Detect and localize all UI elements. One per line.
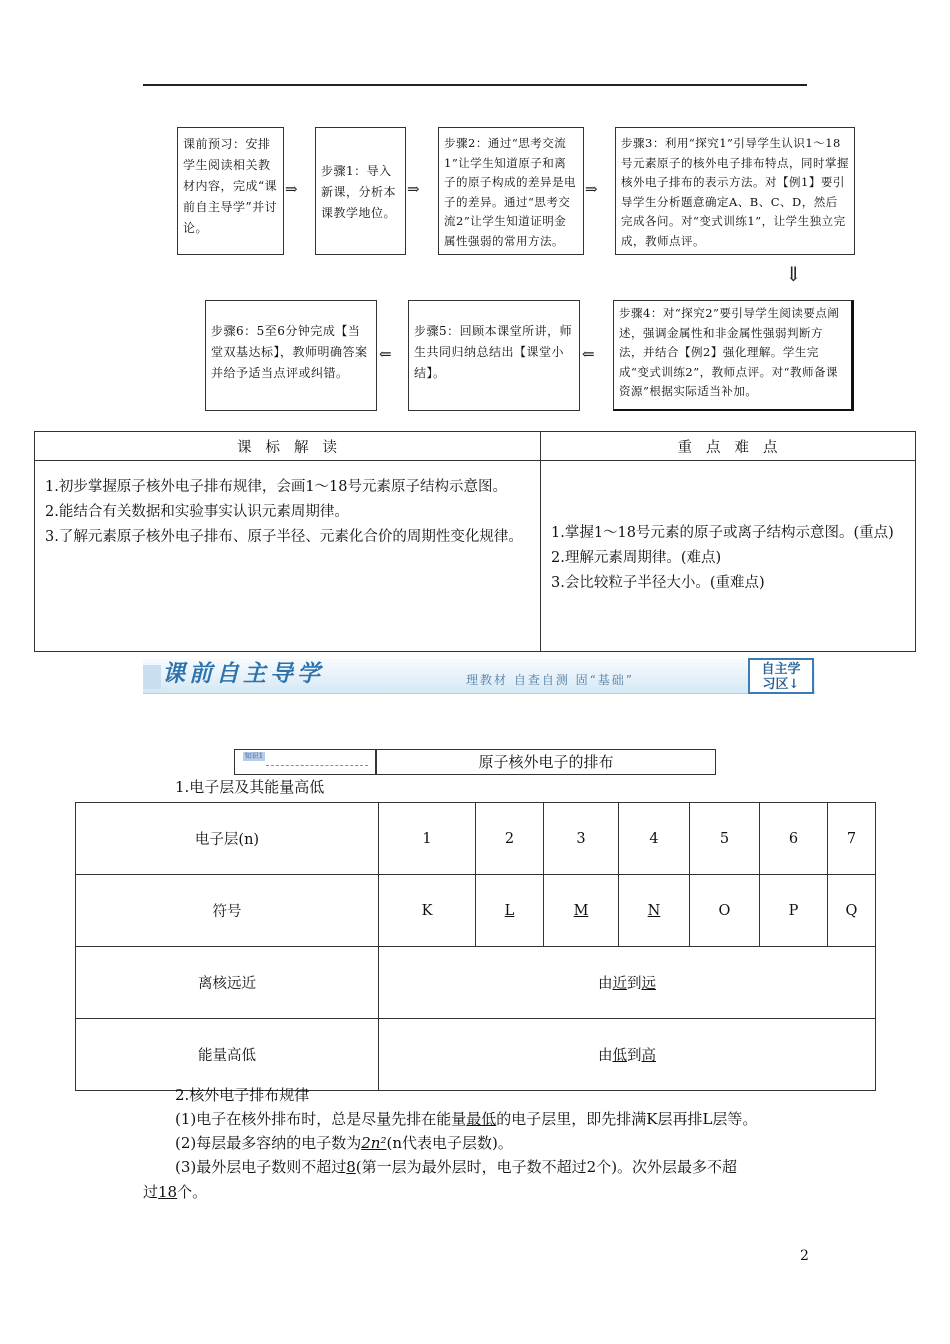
banner-decoration (143, 665, 161, 689)
flow-box-step1: 步骤1：导入新课，分析本课教学地位。 (315, 127, 406, 255)
rule-3 (175, 1155, 737, 1179)
shell-symbol: N (619, 875, 690, 947)
knowledge-tag: 知识1 (244, 752, 264, 760)
answer-2n2: 2n² (361, 1134, 387, 1152)
banner-badge (748, 658, 814, 694)
objectives-header-right: 重点难点 (541, 432, 916, 461)
rule-2 (175, 1131, 513, 1155)
flow-box-step5: 步骤5：回顾本课堂所讲，师生共同归纳总结出【课堂小结】。 (408, 300, 580, 411)
banner-badge-line1: 自主学 (761, 662, 801, 677)
section-title: 原子核外电子的排布 (376, 749, 716, 775)
shell-number: 1 (379, 803, 476, 875)
flow-arrow-left-2: ⇐ (582, 345, 592, 363)
text-segment: 由 (598, 1048, 613, 1064)
answer-far: 远 (641, 976, 656, 992)
text-segment: 的电子层里，即先排满K层再排L层等。 (496, 1110, 758, 1128)
text-segment: (3)最外层电子数则不超过 (175, 1158, 347, 1176)
flow-box-step3: 步骤3：利用“探究1”引导学生认识1～18号元素原子的核外电子排布特点，同时掌握核外电子排布的表示方法。对【例1】要引导学生分析题意确定A、B、C、D，然后完成各问。对“变式训练1”，让学生独立完成，教师点评。 (615, 127, 855, 255)
text-segment: (1)电子在核外排布时，总是尽量先排在能量 (175, 1110, 467, 1128)
text-segment: (n代表电子层数)。 (386, 1134, 513, 1152)
objectives-standards: 1.初步掌握原子核外电子排布规律，会画1～18号元素原子结构示意图。 2.能结合有关数据和实验事实认识元素周期律。 3.了解元素原子核外电子排布、原子半径、元素化合价的周期性变化规律。 (35, 461, 541, 652)
shell-symbol: O (690, 875, 760, 947)
shell-symbol: L (476, 875, 544, 947)
energy-value (379, 1019, 876, 1091)
shell-symbol: K (379, 875, 476, 947)
text-segment: 到 (627, 1048, 642, 1064)
table-row (76, 1019, 876, 1091)
banner-subtitle: 理教材 自查自测 固“基础” (466, 673, 634, 687)
objectives-header-left: 课标解读 (35, 432, 541, 461)
shell-symbol: M (544, 875, 619, 947)
text-segment: (第一层为最外层时，电子数不超过2个)。次外层最多不超 (355, 1158, 738, 1176)
text-segment: 过 (143, 1183, 159, 1201)
shell-number: 6 (760, 803, 828, 875)
table-row (76, 875, 876, 947)
answer-lowest: 最低 (466, 1110, 497, 1128)
shell-number: 5 (690, 803, 760, 875)
flow-box-step2: 步骤2：通过“思考交流1”让学生知道原子和离子的原子构成的差异是电子的差异。通过“思考交流2”让学生知道证明金属性强弱的常用方法。 (438, 127, 584, 255)
distance-value (379, 947, 876, 1019)
row-label-shell: 电子层(n) (76, 803, 379, 875)
flow-arrow-right-2: ⇒ (407, 180, 417, 198)
rule-3-cont (143, 1180, 207, 1204)
answer-high: 高 (641, 1048, 656, 1064)
page-number: 2 (800, 1248, 809, 1264)
text-segment: 由 (598, 976, 613, 992)
answer-18: 18 (158, 1183, 178, 1201)
answer-low: 低 (612, 1048, 627, 1064)
subheading-1: 1.电子层及其能量高低 (175, 778, 325, 796)
row-label-distance: 离核远近 (76, 947, 379, 1019)
answer-near: 近 (612, 976, 627, 992)
text-segment: 个。 (177, 1183, 208, 1201)
objectives-key-points: 1.掌握1～18号元素的原子或离子结构示意图。(重点) 2.理解元素周期律。(难点) 3.会比较粒子半径大小。(重难点) (541, 461, 916, 652)
objectives-table (34, 431, 916, 652)
flow-arrow-right-3: ⇒ (585, 180, 595, 198)
knowledge-arrow (266, 765, 368, 766)
flow-arrow-right-1: ⇒ (285, 180, 295, 198)
header-rule (143, 84, 807, 86)
rule-1 (175, 1107, 757, 1131)
text-segment: 到 (627, 976, 642, 992)
table-row (76, 803, 876, 875)
flow-box-preview: 课前预习：安排学生阅读相关教材内容，完成“课前自主导学”并讨论。 (177, 127, 284, 255)
shell-symbol: P (760, 875, 828, 947)
flow-box-step4: 步骤4：对“探究2”要引导学生阅读要点阐述，强调金属性和非金属性强弱判断方法，并结合【例2】强化理解。学生完成“变式训练2”，教师点评。对“教师备课资源”根据实际适当补加。 (613, 300, 854, 411)
answer-8: 8 (346, 1158, 356, 1176)
row-label-symbol: 符号 (76, 875, 379, 947)
shell-number: 3 (544, 803, 619, 875)
flow-arrow-left-1: ⇐ (379, 345, 389, 363)
banner-title: 课前自主导学 (162, 660, 324, 687)
electron-shell-table (75, 802, 876, 1091)
banner-badge-line2: 习区↓ (762, 677, 800, 692)
subheading-2: 2.核外电子排布规律 (175, 1086, 310, 1104)
shell-number: 2 (476, 803, 544, 875)
table-row (76, 947, 876, 1019)
flow-box-step6: 步骤6：5至6分钟完成【当堂双基达标】，教师明确答案并给予适当点评或纠错。 (205, 300, 377, 411)
flow-arrow-down: ⇓ (785, 262, 799, 286)
row-label-energy: 能量高低 (76, 1019, 379, 1091)
shell-number: 7 (828, 803, 876, 875)
shell-symbol: Q (828, 875, 876, 947)
shell-number: 4 (619, 803, 690, 875)
text-segment: (2)每层最多容纳的电子数为 (175, 1134, 362, 1152)
